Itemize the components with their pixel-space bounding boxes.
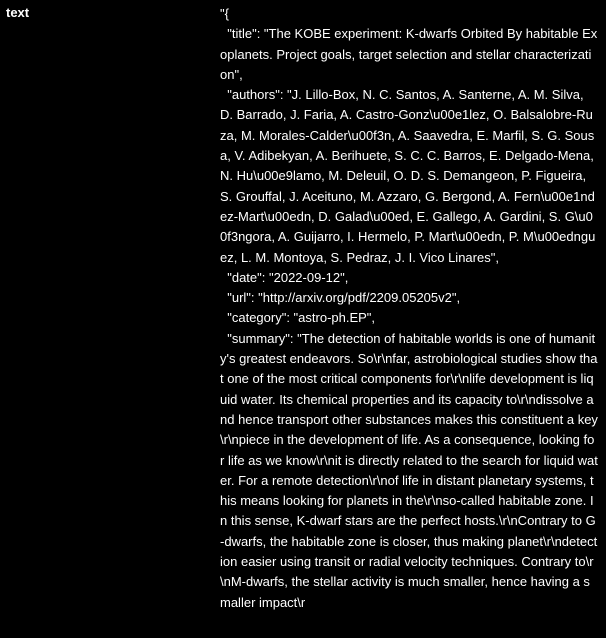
field-key-label: text: [6, 5, 30, 20]
field-value-text: "{ "title": "The KOBE experiment: K-dwarfs Orbited By habitable Exoplanets. Project goals, target selection and stellar characterization", "authors": "J. Lillo-Box, N. C. Santos, A. Santerne, A. M. Silva, D. Barrado, J. Faria, A. Castro-Gonz\u00e1lez, O. Balsalobre-Ruza, M. Morales-Calder\u00f3n, A. Saavedra, E. Marfil, S. G. Sousa, V. Adibekyan, A. Berihuete, S. C. C. Barros, E. Delgado-Mena, N. Hu\u00e9lamo, M. Deleuil, O. D. S. Demangeon, P. Figueira, S. Grouffal, J. Aceituno, M. Azzaro, G. Bergond, A. Fern\u00e1ndez-Mart\u00edn, D. Galad\u00ed, E. Gallego, A. Gardini, S. G\u00f3ngora, A. Guijarro, I. Hermelo, P. Mart\u00edn, P. M\u00ednguez, L. M. Montoya, S. Pedraz, J. I. Vico Linares", "date": "2022-09-12", "url": "http://arxiv.org/pdf/2209.05205v2", "category": "astro-ph.EP", "summary": "The detection of habitable worlds is one of humanity's greatest endeavors. So\r\nfar, astrobiological studies show that one of the most critical components for\r\nlife development is liquid water. Its chemical properties and its capacity to\r\ndissolve and hence transport other substances makes this constituent a key\r\npiece in the development of life. As a consequence, looking for life as we know\r\nit is directly related to the search for liquid water. For a remote detection\r\nof life in distant planetary systems, this means looking for planets in the\r\nso-called habitable zone. In this sense, K-dwarf stars are the perfect hosts.\r\nContrary to G-dwarfs, the habitable zone is closer, thus making planet\r\ndetection easier using transit or radial velocity techniques. Contrary to\r\nM-dwarfs, the stellar activity is much smaller, hence having a smaller impact\r: [220, 6, 598, 610]
